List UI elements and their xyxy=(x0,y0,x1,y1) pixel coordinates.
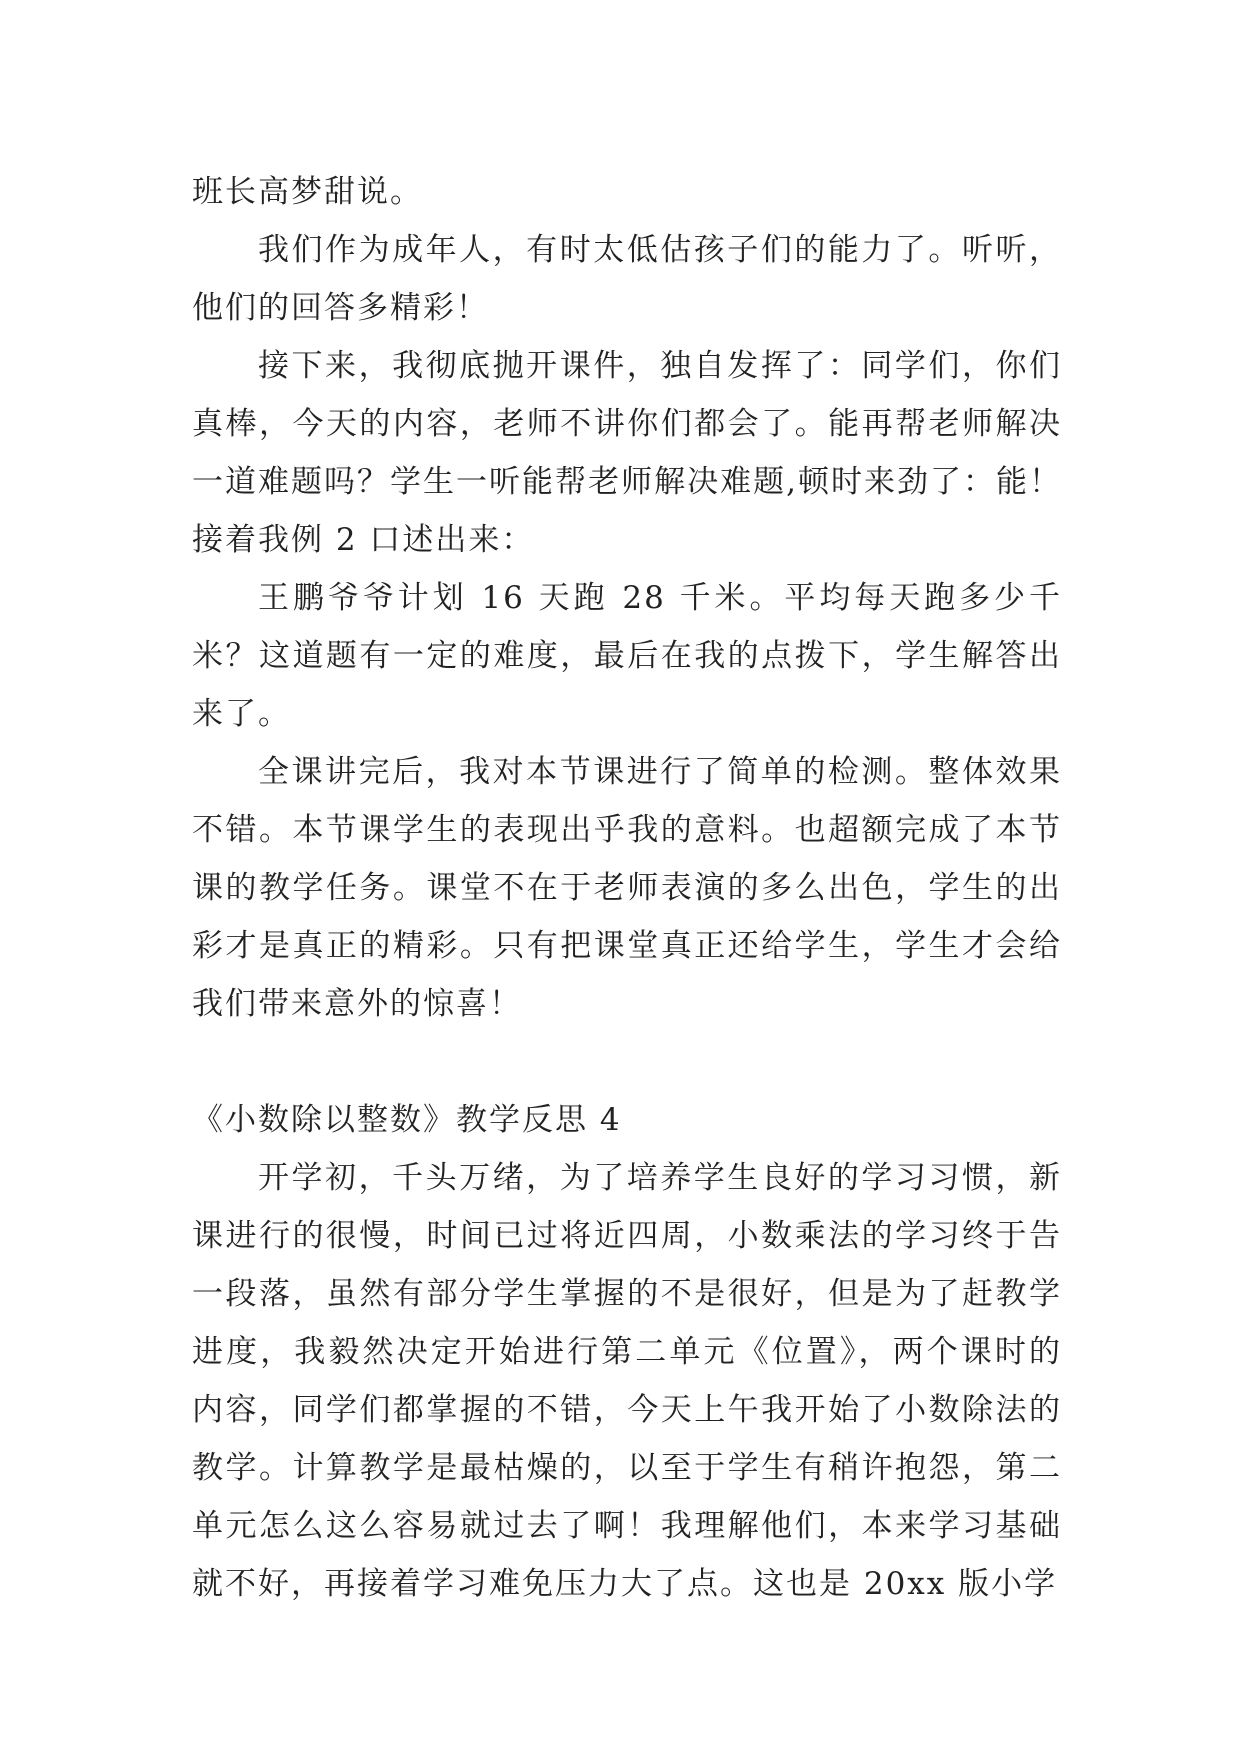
paragraph-6: 开学初，千头万绪，为了培养学生良好的学习习惯，新课进行的很慢，时间已过将近四周，小数乘法的学习终于告一段落，虽然有部分学生掌握的不是很好，但是为了赶教学进度，我毅然决定开始进行第二单元《位置》，两个课时的内容，同学们都掌握的不错，今天上午我开始了小数除法的教学。计算教学是最枯燥的，以至于学生有稍许抱怨，第二单元怎么这么容易就过去了啊！我理解他们，本来学习基础就不好，再接着学习难免压力大了点。这也是 20xx 版小学 xyxy=(192,1160,1062,1602)
paragraph-5: 全课讲完后，我对本节课进行了简单的检测。整体效果不错。本节课学生的表现出乎我的意料。也超额完成了本节课的教学任务。课堂不在于老师表演的多么出色，学生的出彩才是真正的精彩。只有把课堂真正还给学生，学生才会给我们带来意外的惊喜！ xyxy=(192,754,1062,1022)
section-heading: 《小数除以整数》教学反思 4 xyxy=(192,1102,622,1138)
document-body xyxy=(192,163,1062,1613)
paragraph-4: 王鹏爷爷计划 16 天跑 28 千米。平均每天跑多少千米？这道题有一定的难度，最后在我的点拨下，学生解答出来了。 xyxy=(192,580,1062,732)
paragraph-1: 班长高梦甜说。 xyxy=(192,174,423,210)
paragraph-3: 接下来，我彻底抛开课件，独自发挥了：同学们，你们真棒，今天的内容，老师不讲你们都会了。能再帮老师解决一道难题吗？学生一听能帮老师解决难题,顿时来劲了：能！接着我例 2 口述出来： xyxy=(192,348,1062,558)
paragraph-2: 我们作为成年人，有时太低估孩子们的能力了。听听，他们的回答多精彩！ xyxy=(192,232,1062,326)
